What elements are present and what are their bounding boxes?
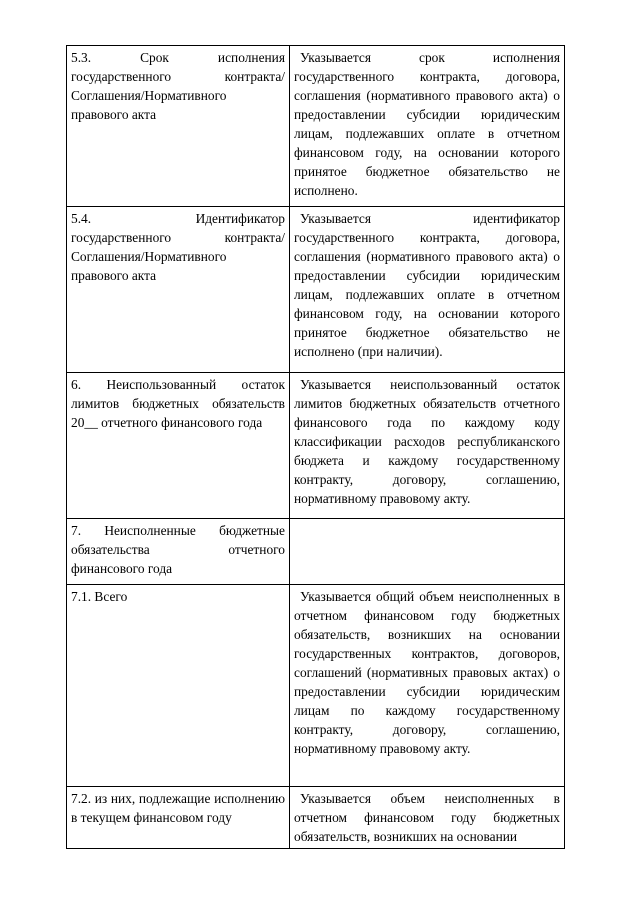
- field-name-cell: 7. Неисполненные бюджетные обязательства отчетного финансового года: [67, 519, 290, 585]
- field-name-cell: 5.3. Срок исполнения государственного контракта/Соглашения/Нормативного правового акта: [67, 46, 290, 207]
- table-row: [67, 787, 565, 849]
- instructions-table: [66, 45, 565, 849]
- field-description-cell: Указывается идентификатор государственного контракта, договора, соглашения (нормативного правового акта) о предоставлении субсидии юридическим лицам, подлежавших оплате в отчетном финансовом году, на основании которого принятое бюджетное обязательство не исполнено (при наличии).: [290, 207, 565, 373]
- table-row: [67, 46, 565, 207]
- table-row: [67, 373, 565, 519]
- field-name-cell: 7.1. Всего: [67, 585, 290, 787]
- table-row: [67, 585, 565, 787]
- field-name-cell: 6. Неиспользованный остаток лимитов бюджетных обязательств 20__ отчетного финансового года: [67, 373, 290, 519]
- table-row: [67, 207, 565, 373]
- field-name-cell: 7.2. из них, подлежащие исполнению в текущем финансовом году: [67, 787, 290, 849]
- field-description-cell: Указывается объем неисполненных в отчетном финансовом году бюджетных обязательств, возникших на основании: [290, 787, 565, 849]
- table-row: [67, 519, 565, 585]
- field-description-cell: Указывается срок исполнения государственного контракта, договора, соглашения (нормативного правового акта) о предоставлении субсидии юридическим лицам, подлежавших оплате в отчетном финансовом году, на основании которого принятое бюджетное обязательство не исполнено.: [290, 46, 565, 207]
- field-description-cell: [290, 519, 565, 585]
- field-name-cell: 5.4. Идентификатор государственного контракта/Соглашения/Нормативного правового акта: [67, 207, 290, 373]
- field-description-cell: Указывается неиспользованный остаток лимитов бюджетных обязательств отчетного финансового года по каждому коду классификации расходов республиканского бюджета и каждому государственному контракту, договору, соглашению, нормативному правовому акту.: [290, 373, 565, 519]
- field-description-cell: Указывается общий объем неисполненных в отчетном финансовом году бюджетных обязательств, возникших на основании государственных контрактов, договоров, соглашений (нормативных правовых актах) о предоставлении субсидии юридическим лицам по каждому государственному контракту, договору, соглашению, нормативному правовому акту.: [290, 585, 565, 787]
